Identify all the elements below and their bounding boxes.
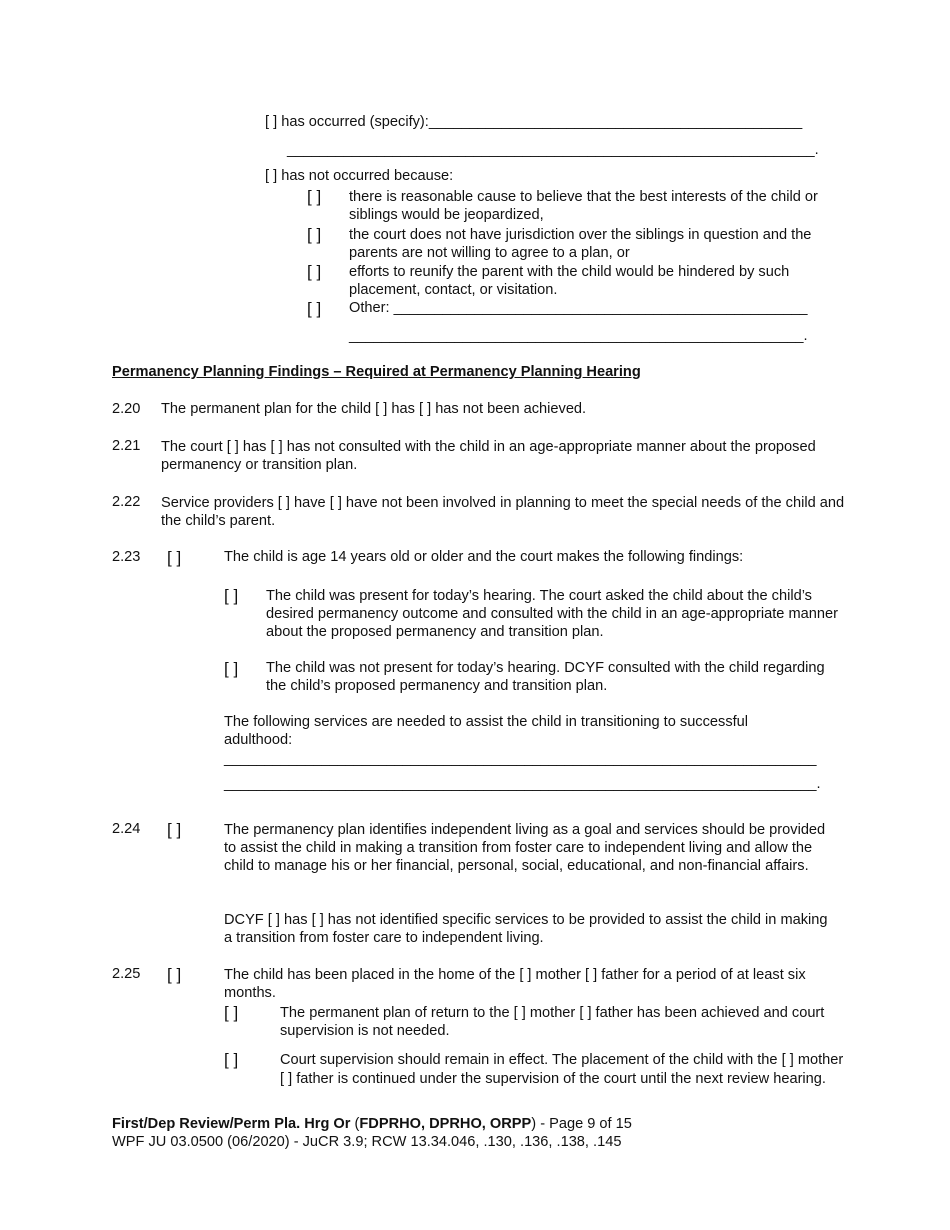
- item-2-22-text: Service providers [ ] have [ ] have not been involved in planning to meet the special needs of the child and the child’s parent.: [161, 495, 845, 529]
- has-occurred-line: [ ] has occurred (specify):______________________________________________: [265, 114, 803, 130]
- footer-form-title: [112, 1116, 632, 1132]
- other-blank-line: ________________________________________________________.: [349, 328, 808, 344]
- option-text: efforts to reunify the parent with the child would be hindered by such placement, contact, or visitation.: [349, 264, 790, 298]
- footer-title: First/Dep Review/Perm Pla. Hrg Or: [112, 1116, 351, 1132]
- section-heading: Permanency Planning Findings – Required at Permanency Planning Hearing: [112, 364, 641, 380]
- option-text: Other: ___________________________________________________: [349, 300, 808, 316]
- sub-checkbox[interactable]: [ ]: [224, 1050, 239, 1069]
- item-number: 2.22: [112, 494, 141, 510]
- item-2-21-text: The court [ ] has [ ] has not consulted with the child in an age-appropriate manner about the proposed permanency or transition plan.: [161, 439, 816, 473]
- plan-achieved-text: The permanent plan of return to the [ ] mother [ ] father has been achieved and court supervision is not needed.: [280, 1005, 825, 1039]
- item-2-23-text: The child is age 14 years old or older and the court makes the following findings:: [224, 549, 744, 565]
- footer-codes: FDPRHO, DPRHO, ORPP: [359, 1116, 532, 1132]
- option-checkbox[interactable]: [ ]: [307, 225, 322, 244]
- option-checkbox[interactable]: [ ]: [307, 299, 322, 318]
- option-text: there is reasonable cause to believe that the best interests of the child or siblings would be jeopardized,: [349, 189, 818, 223]
- footer-form-reference: WPF JU 03.0500 (06/2020) - JuCR 3.9; RCW 13.34.046, .130, .136, .138, .145: [112, 1134, 622, 1150]
- has-not-occurred-line: [ ] has not occurred because:: [265, 168, 454, 184]
- services-blank-line: _________________________________________________________________________: [224, 751, 817, 767]
- item-number: 2.20: [112, 401, 141, 417]
- services-needed-text: The following services are needed to assist the child in transitioning to successful adulthood:: [224, 714, 749, 748]
- item-2-20-text: The permanent plan for the child [ ] has [ ] has not been achieved.: [161, 401, 587, 417]
- sub-checkbox[interactable]: [ ]: [224, 1003, 239, 1022]
- footer-open-paren: (: [350, 1116, 360, 1132]
- dcyf-services-text: DCYF [ ] has [ ] has not identified specific services to be provided to assist the child in making a transition from foster care to independent living.: [224, 912, 828, 946]
- services-blank-line: _________________________________________________________________________.: [224, 776, 821, 792]
- footer-page-number: ) - Page 9 of 15: [531, 1116, 632, 1132]
- item-number: 2.25: [112, 966, 141, 982]
- supervision-text: Court supervision should remain in effect. The placement of the child with the [ ] mother [ ] father is continued under the supervision of the court until the next review hearing.: [280, 1052, 844, 1087]
- has-occurred-blank-line: _________________________________________________________________.: [287, 142, 819, 158]
- item-number: 2.23: [112, 549, 141, 565]
- option-checkbox[interactable]: [ ]: [307, 187, 322, 206]
- sub-checkbox[interactable]: [ ]: [224, 586, 239, 605]
- item-number: 2.21: [112, 438, 141, 454]
- child-not-present-text: The child was not present for today’s hearing. DCYF consulted with the child regarding the child’s proposed permanency and transition plan.: [266, 660, 825, 694]
- sub-checkbox[interactable]: [ ]: [224, 659, 239, 678]
- item-number: 2.24: [112, 821, 141, 837]
- item-checkbox[interactable]: [ ]: [167, 965, 182, 984]
- child-present-text: The child was present for today’s hearing. The court asked the child about the child’s desired permanency outcome and consulted with the child in an age-appropriate manner about the proposed permanency and transition plan.: [266, 588, 838, 640]
- item-2-24-text: The permanency plan identifies independent living as a goal and services should be provided to assist the child in making a transition from foster care to independent living and allow the child to manage his or her financial, personal, social, educational, and non-financial affairs.: [224, 822, 826, 874]
- item-checkbox[interactable]: [ ]: [167, 820, 182, 839]
- option-checkbox[interactable]: [ ]: [307, 262, 322, 281]
- item-checkbox[interactable]: [ ]: [167, 548, 182, 567]
- option-text: the court does not have jurisdiction over the siblings in question and the parents are not willing to agree to a plan, or: [349, 227, 812, 261]
- item-2-25-text: The child has been placed in the home of the [ ] mother [ ] father for a period of at least six months.: [224, 967, 806, 1001]
